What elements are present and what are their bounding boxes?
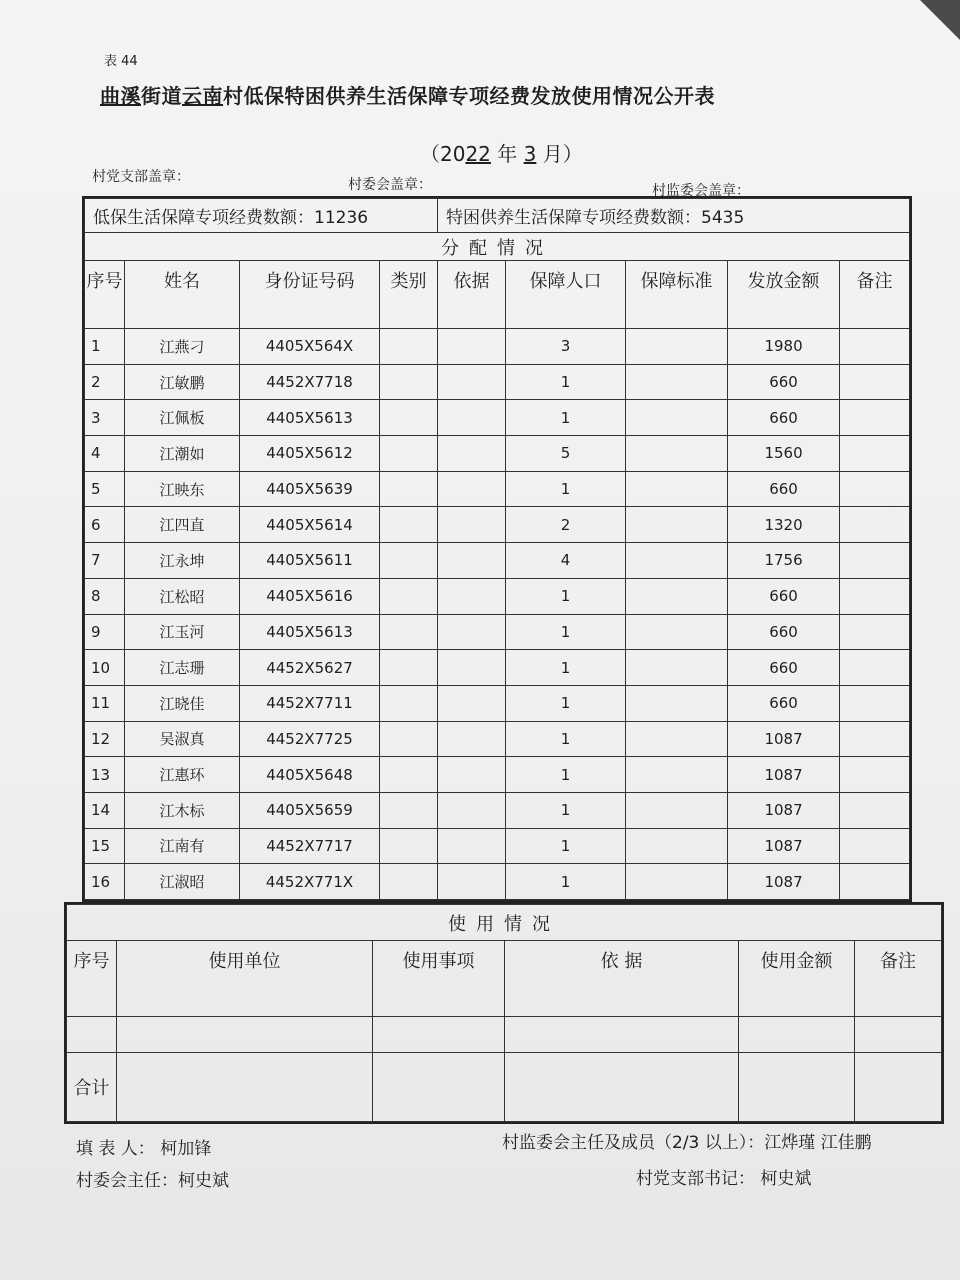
usage-cell <box>739 1053 855 1122</box>
row-category <box>380 828 438 864</box>
row-amount: 660 <box>728 364 840 400</box>
row-number: 16 <box>85 864 125 900</box>
table-row <box>85 828 910 864</box>
party-seal-label: 村党支部盖章： <box>92 169 190 185</box>
row-number: 14 <box>85 792 125 828</box>
document-title <box>100 80 715 109</box>
row-basis <box>438 471 506 507</box>
row-id-number: 4452X771X <box>240 864 380 900</box>
row-name: 江淑昭 <box>125 864 240 900</box>
row-people: 1 <box>506 792 626 828</box>
row-number: 13 <box>85 757 125 793</box>
row-people: 1 <box>506 864 626 900</box>
row-remarks <box>840 721 910 757</box>
table-row <box>85 507 910 543</box>
usage-header-amount: 使用金额 <box>739 941 855 1017</box>
row-remarks <box>840 471 910 507</box>
row-remarks <box>840 685 910 721</box>
row-basis <box>438 864 506 900</box>
row-name: 江晓佳 <box>125 685 240 721</box>
table-row <box>85 864 910 900</box>
table-row <box>85 364 910 400</box>
row-amount: 1560 <box>728 436 840 472</box>
row-number: 5 <box>85 471 125 507</box>
row-id-number: 4405X5659 <box>240 792 380 828</box>
table-row <box>85 650 910 686</box>
row-name: 江燕刁 <box>125 329 240 365</box>
usage-header-item: 使用事项 <box>373 941 505 1017</box>
col-header-basis: 依据 <box>438 261 506 329</box>
row-people: 2 <box>506 507 626 543</box>
row-id-number: 4405X5648 <box>240 757 380 793</box>
usage-cell <box>373 1017 505 1053</box>
row-name: 江敏鹏 <box>125 364 240 400</box>
usage-section-title: 使用情况 <box>67 905 942 941</box>
row-name: 江四直 <box>125 507 240 543</box>
row-remarks <box>840 614 910 650</box>
row-standard <box>626 471 728 507</box>
row-number: 3 <box>85 400 125 436</box>
report-period <box>420 138 583 167</box>
row-standard <box>626 792 728 828</box>
row-number: 10 <box>85 650 125 686</box>
row-category <box>380 507 438 543</box>
row-basis <box>438 650 506 686</box>
table-row <box>85 792 910 828</box>
title-rest: 村低保特困供养生活保障专项经费发放使用情况公开表 <box>223 84 715 108</box>
table-row <box>85 721 910 757</box>
usage-cell <box>373 1053 505 1122</box>
row-remarks <box>840 828 910 864</box>
row-category <box>380 685 438 721</box>
row-id-number: 4405X564X <box>240 329 380 365</box>
title-street: 曲溪 <box>100 84 141 108</box>
row-amount: 660 <box>728 650 840 686</box>
row-basis <box>438 543 506 579</box>
table-row <box>85 329 910 365</box>
row-amount: 1087 <box>728 864 840 900</box>
row-amount: 1756 <box>728 543 840 579</box>
dibao-fund-amount: 低保生活保障专项经费数额：11236 <box>85 199 438 233</box>
title-village: 云南 <box>182 84 223 108</box>
row-number: 6 <box>85 507 125 543</box>
usage-cell <box>505 1053 739 1122</box>
row-standard <box>626 721 728 757</box>
period-month-suffix: 月） <box>536 142 583 166</box>
table-number: 表 44 <box>104 54 138 69</box>
row-number: 8 <box>85 578 125 614</box>
table-row <box>85 471 910 507</box>
row-people: 1 <box>506 364 626 400</box>
distribution-section-row <box>85 233 910 261</box>
row-id-number: 4452X7711 <box>240 685 380 721</box>
usage-cell <box>117 1053 373 1122</box>
row-category <box>380 614 438 650</box>
col-header-category: 类别 <box>380 261 438 329</box>
row-name: 江惠环 <box>125 757 240 793</box>
row-remarks <box>840 757 910 793</box>
supervision-seal-label: 村监委会盖章： <box>652 183 750 199</box>
row-category <box>380 792 438 828</box>
row-standard <box>626 436 728 472</box>
distribution-section-title: 分配情况 <box>85 233 910 261</box>
row-basis <box>438 578 506 614</box>
row-number: 2 <box>85 364 125 400</box>
row-people: 1 <box>506 685 626 721</box>
row-name: 江佩板 <box>125 400 240 436</box>
row-amount: 660 <box>728 471 840 507</box>
period-year: 22 <box>465 142 491 166</box>
row-name: 江木标 <box>125 792 240 828</box>
row-remarks <box>840 543 910 579</box>
usage-cell <box>505 1017 739 1053</box>
row-name: 江永坤 <box>125 543 240 579</box>
col-header-name: 姓名 <box>125 261 240 329</box>
table-row <box>85 757 910 793</box>
row-id-number: 4452X5627 <box>240 650 380 686</box>
col-header-standard: 保障标准 <box>626 261 728 329</box>
col-header-id: 身份证号码 <box>240 261 380 329</box>
supervision-members: 村监委会主任及成员（2/3 以上）：江烨瑾 江佳鹏 <box>502 1133 872 1153</box>
period-month: 3 <box>523 142 537 166</box>
row-basis <box>438 757 506 793</box>
row-amount: 1320 <box>728 507 840 543</box>
row-standard <box>626 507 728 543</box>
row-amount: 1087 <box>728 757 840 793</box>
col-header-remarks: 备注 <box>840 261 910 329</box>
row-amount: 1087 <box>728 792 840 828</box>
row-category <box>380 578 438 614</box>
row-basis <box>438 828 506 864</box>
usage-cell <box>739 1017 855 1053</box>
row-remarks <box>840 329 910 365</box>
usage-header-row <box>67 941 942 1017</box>
row-amount: 660 <box>728 400 840 436</box>
table-row <box>85 436 910 472</box>
row-standard <box>626 828 728 864</box>
row-basis <box>438 614 506 650</box>
row-id-number: 4405X5616 <box>240 578 380 614</box>
row-standard <box>626 685 728 721</box>
row-amount: 1980 <box>728 329 840 365</box>
usage-header-no: 序号 <box>67 941 117 1017</box>
row-name: 江松昭 <box>125 578 240 614</box>
distribution-rows <box>85 329 910 900</box>
row-remarks <box>840 578 910 614</box>
row-number: 4 <box>85 436 125 472</box>
table-row <box>85 614 910 650</box>
row-basis <box>438 329 506 365</box>
tekun-fund-amount: 特困供养生活保障专项经费数额：5435 <box>438 199 910 233</box>
table-row <box>85 543 910 579</box>
row-standard <box>626 543 728 579</box>
row-id-number: 4405X5613 <box>240 400 380 436</box>
row-remarks <box>840 400 910 436</box>
row-standard <box>626 650 728 686</box>
row-standard <box>626 864 728 900</box>
page-corner <box>920 0 960 40</box>
col-header-no: 序号 <box>85 261 125 329</box>
row-category <box>380 364 438 400</box>
col-header-people: 保障人口 <box>506 261 626 329</box>
row-standard <box>626 578 728 614</box>
usage-header-remarks: 备注 <box>855 941 942 1017</box>
row-basis <box>438 436 506 472</box>
row-people: 1 <box>506 614 626 650</box>
table-row <box>85 400 910 436</box>
row-category <box>380 543 438 579</box>
row-amount: 660 <box>728 614 840 650</box>
row-remarks <box>840 864 910 900</box>
row-number: 11 <box>85 685 125 721</box>
row-id-number: 4452X7717 <box>240 828 380 864</box>
row-category <box>380 329 438 365</box>
row-people: 1 <box>506 578 626 614</box>
row-basis <box>438 792 506 828</box>
committee-director: 村委会主任：柯史斌 <box>76 1171 229 1191</box>
table-row <box>85 685 910 721</box>
row-category <box>380 471 438 507</box>
table-row <box>85 578 910 614</box>
row-category <box>380 864 438 900</box>
row-people: 1 <box>506 400 626 436</box>
row-standard <box>626 364 728 400</box>
row-category <box>380 650 438 686</box>
usage-total-label: 合计 <box>67 1053 117 1122</box>
row-id-number: 4452X7725 <box>240 721 380 757</box>
usage-table <box>64 902 944 1124</box>
row-number: 7 <box>85 543 125 579</box>
funds-row <box>85 199 910 233</box>
row-people: 1 <box>506 471 626 507</box>
period-open: （20 <box>420 142 466 166</box>
row-name: 江志珊 <box>125 650 240 686</box>
row-id-number: 4405X5639 <box>240 471 380 507</box>
row-name: 江映东 <box>125 471 240 507</box>
row-category <box>380 400 438 436</box>
row-standard <box>626 329 728 365</box>
row-remarks <box>840 364 910 400</box>
row-people: 4 <box>506 543 626 579</box>
usage-cell <box>117 1017 373 1053</box>
row-basis <box>438 364 506 400</box>
row-people: 1 <box>506 828 626 864</box>
row-remarks <box>840 792 910 828</box>
row-standard <box>626 757 728 793</box>
usage-cell <box>855 1017 942 1053</box>
row-id-number: 4452X7718 <box>240 364 380 400</box>
usage-empty-row <box>67 1017 942 1053</box>
row-basis <box>438 400 506 436</box>
row-basis <box>438 721 506 757</box>
row-people: 5 <box>506 436 626 472</box>
usage-cell <box>67 1017 117 1053</box>
committee-seal-label: 村委会盖章： <box>348 177 432 193</box>
usage-header-unit: 使用单位 <box>117 941 373 1017</box>
row-id-number: 4405X5614 <box>240 507 380 543</box>
usage-total-row <box>67 1053 942 1122</box>
title-street-suffix: 街道 <box>141 84 182 108</box>
usage-section-row <box>67 905 942 941</box>
row-name: 吴淑真 <box>125 721 240 757</box>
col-header-amount: 发放金额 <box>728 261 840 329</box>
row-remarks <box>840 507 910 543</box>
row-name: 江南有 <box>125 828 240 864</box>
row-number: 12 <box>85 721 125 757</box>
distribution-header-row <box>85 261 910 329</box>
row-id-number: 4405X5612 <box>240 436 380 472</box>
usage-cell <box>855 1053 942 1122</box>
row-people: 1 <box>506 650 626 686</box>
row-amount: 660 <box>728 685 840 721</box>
row-standard <box>626 400 728 436</box>
row-category <box>380 757 438 793</box>
row-number: 15 <box>85 828 125 864</box>
party-secretary: 村党支部书记： 柯史斌 <box>636 1169 812 1189</box>
row-people: 1 <box>506 721 626 757</box>
usage-header-basis: 依 据 <box>505 941 739 1017</box>
row-people: 1 <box>506 757 626 793</box>
row-number: 1 <box>85 329 125 365</box>
row-category <box>380 721 438 757</box>
row-remarks <box>840 436 910 472</box>
row-id-number: 4405X5611 <box>240 543 380 579</box>
row-standard <box>626 614 728 650</box>
row-basis <box>438 507 506 543</box>
row-amount: 660 <box>728 578 840 614</box>
row-basis <box>438 685 506 721</box>
row-name: 江玉河 <box>125 614 240 650</box>
row-id-number: 4405X5613 <box>240 614 380 650</box>
row-people: 3 <box>506 329 626 365</box>
row-remarks <box>840 650 910 686</box>
row-amount: 1087 <box>728 828 840 864</box>
row-amount: 1087 <box>728 721 840 757</box>
distribution-table <box>82 196 912 902</box>
form-filler: 填 表 人： 柯加锋 <box>76 1139 212 1159</box>
row-category <box>380 436 438 472</box>
period-year-suffix: 年 <box>490 142 524 166</box>
row-name: 江潮如 <box>125 436 240 472</box>
row-number: 9 <box>85 614 125 650</box>
